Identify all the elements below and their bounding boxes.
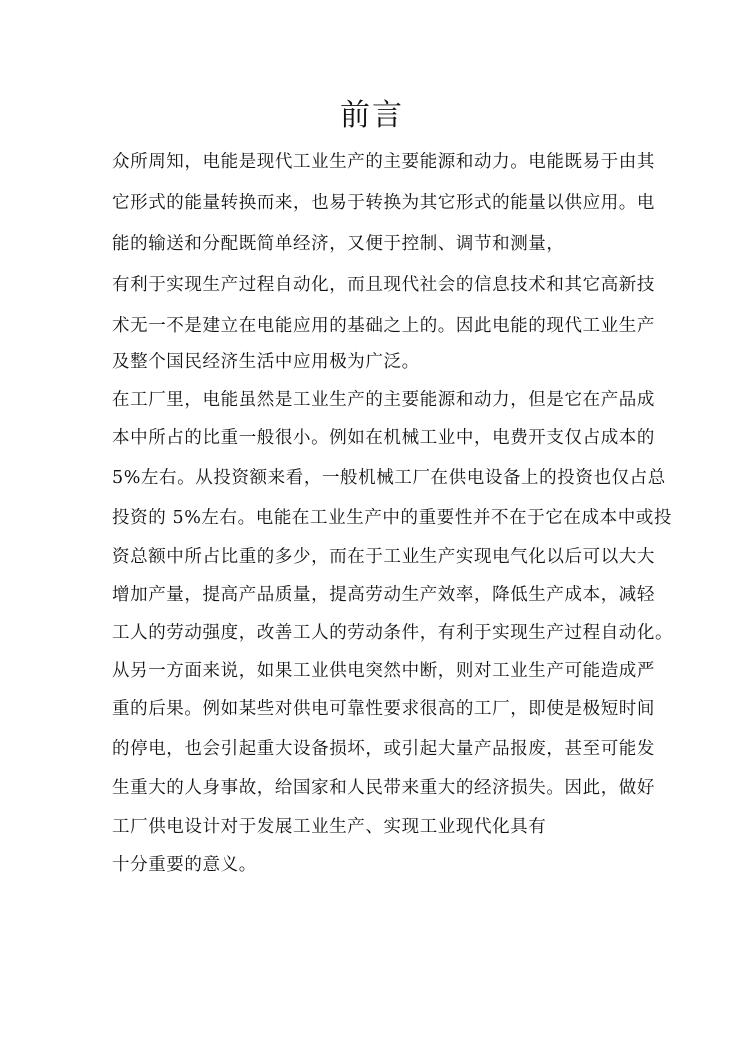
text-line: 5%左右。从投资额来看，一般机械工厂在供电设备上的投资也仅占总: [112, 468, 666, 488]
text-line: 资总额中所占比重的多少，而在于工业生产实现电气化以后可以大大: [112, 547, 655, 567]
text-line: 术无一不是建立在电能应用的基础之上的。因此电能的现代工业生产: [112, 316, 655, 336]
text-line: 在工厂里，电能虽然是工业生产的主要能源和动力，但是它在产品成: [112, 390, 655, 410]
text-line: 投资的 5%左右。电能在工业生产中的重要性并不在于它在成本中或投: [112, 508, 673, 528]
text-line: 工人的劳动强度，改善工人的劳动条件，有利于实现生产过程自动化。: [112, 623, 674, 643]
text-line: 它形式的能量转换而来，也易于转换为其它形式的能量以供应用。电: [112, 193, 655, 213]
text-line: 工厂供电设计对于发展工业生产、实现工业现代化具有: [112, 817, 547, 837]
text-line: 从另一方面来说，如果工业供电突然中断，则对工业生产可能造成严: [112, 661, 655, 681]
text-line: 及整个国民经济生活中应用极为广泛。: [112, 352, 420, 372]
text-line: 生重大的人身事故，给国家和人民带来重大的经济损失。因此，做好: [112, 778, 655, 798]
text-line: 十分重要的意义。: [112, 855, 257, 875]
page-title: 前言: [340, 98, 404, 133]
text-line: 的停电，也会引起重大设备损坏，或引起大量产品报废，甚至可能发: [112, 739, 655, 759]
text-line: 增加产量，提高产品质量，提高劳动生产效率，降低生产成本，减轻: [112, 585, 655, 605]
text-line: 众所周知，电能是现代工业生产的主要能源和动力。电能既易于由其: [112, 152, 655, 172]
text-line: 本中所占的比重一般很小。例如在机械工业中，电费开支仅占成本的: [112, 428, 655, 448]
text-line: 有利于实现生产过程自动化，而且现代社会的信息技术和其它高新技: [112, 275, 655, 295]
text-line: 重的后果。例如某些对供电可靠性要求很高的工厂，即使是极短时间: [112, 699, 655, 719]
text-line: 能的输送和分配既简单经济，又便于控制、调节和测量，: [112, 234, 565, 254]
